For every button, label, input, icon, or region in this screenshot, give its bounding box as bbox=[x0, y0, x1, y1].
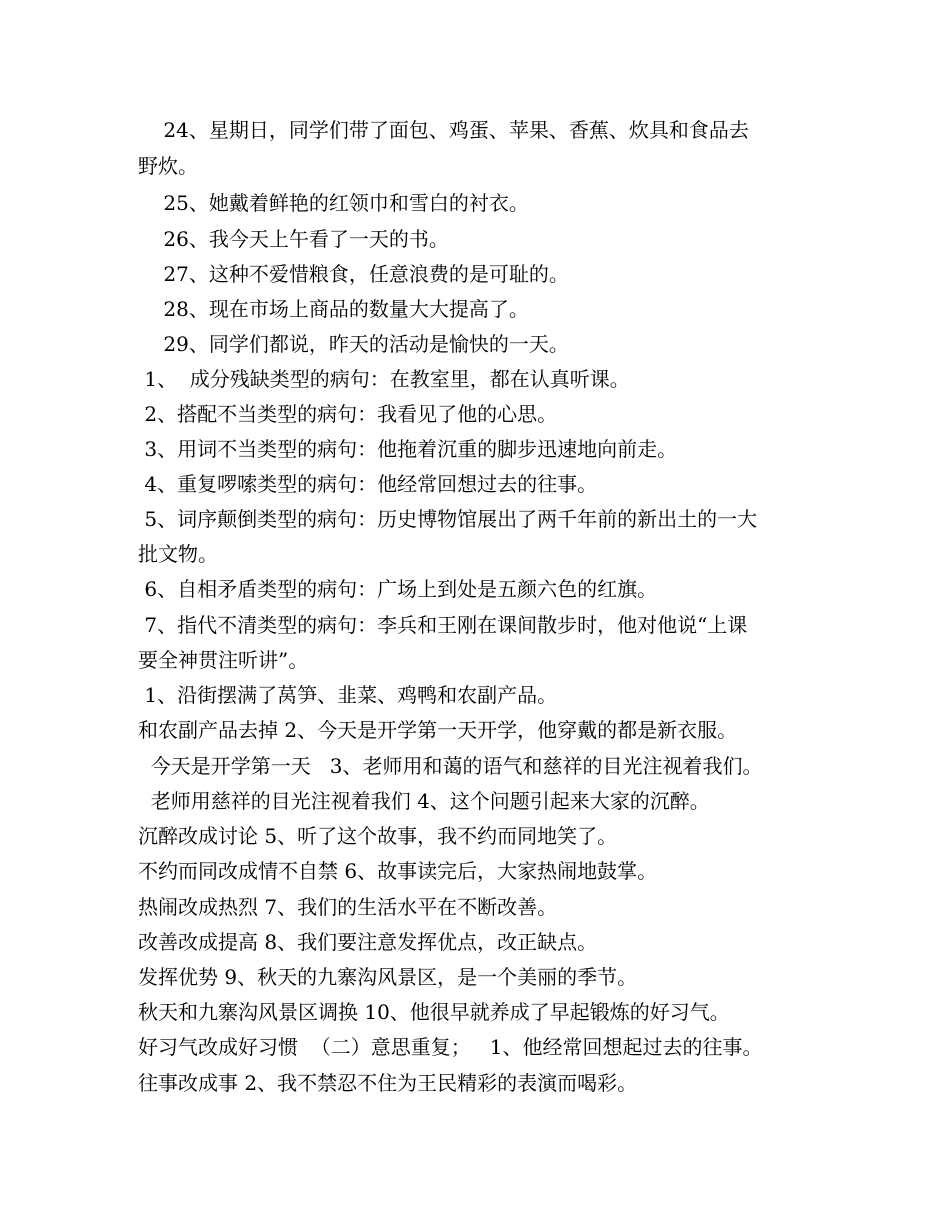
text-line: 和农副产品去掉 2、今天是开学第一天开学，他穿戴的都是新衣服。 bbox=[138, 718, 738, 742]
text-line: 7、指代不清类型的病句：李兵和王刚在课间散步时，他对他说“上课 bbox=[138, 613, 748, 637]
text-line: 5、词序颠倒类型的病句：历史博物馆展出了两千年前的新出土的一大 bbox=[138, 507, 758, 531]
text-line: 24、星期日，同学们带了面包、鸡蛋、苹果、香蕉、炊具和食品去 bbox=[138, 118, 749, 142]
text-line: 好习气改成好习惯 （二）意思重复； 1、他经常回想起过去的往事。 bbox=[138, 1035, 763, 1059]
text-line: 热闹改成热烈 7、我们的生活水平在不断改善。 bbox=[138, 895, 558, 919]
text-line: 往事改成事 2、我不禁忍不住为王民精彩的表演而喝彩。 bbox=[138, 1071, 638, 1095]
text-line: 今天是开学第一天 3、老师用和蔼的语气和慈祥的目光注视着我们。 bbox=[138, 754, 763, 778]
text-line: 6、自相矛盾类型的病句：广场上到处是五颜六色的红旗。 bbox=[138, 577, 658, 601]
text-line: 4、重复啰嗦类型的病句：他经常回想过去的往事。 bbox=[138, 472, 598, 496]
text-line: 秋天和九寨沟风景区调换 10、他很早就养成了早起锻炼的好习气。 bbox=[138, 1000, 730, 1024]
text-line: 28、现在市场上商品的数量大大提高了。 bbox=[138, 297, 529, 321]
text-line: 发挥优势 9、秋天的九寨沟风景区，是一个美丽的季节。 bbox=[138, 965, 638, 989]
text-line: 25、她戴着鲜艳的红领巾和雪白的衬衣。 bbox=[138, 191, 529, 215]
text-line: 1、 成分残缺类型的病句：在教室里，都在认真听课。 bbox=[138, 367, 630, 391]
text-line: 29、同学们都说，昨天的活动是愉快的一天。 bbox=[138, 332, 569, 356]
text-line: 改善改成提高 8、我们要注意发挥优点，改正缺点。 bbox=[138, 930, 598, 954]
text-line: 野炊。 bbox=[138, 154, 198, 178]
text-line: 26、我今天上午看了一天的书。 bbox=[138, 227, 449, 251]
text-line: 2、搭配不当类型的病句：我看见了他的心思。 bbox=[138, 402, 558, 426]
text-line: 不约而同改成情不自禁 6、故事读完后，大家热闹地鼓掌。 bbox=[138, 859, 658, 883]
text-line: 27、这种不爱惜粮食，任意浪费的是可耻的。 bbox=[138, 262, 569, 286]
text-line: 3、用词不当类型的病句：他拖着沉重的脚步迅速地向前走。 bbox=[138, 437, 678, 461]
text-line: 1、沿街摆满了莴笋、韭菜、鸡鸭和农副产品。 bbox=[138, 683, 558, 707]
text-line: 批文物。 bbox=[138, 542, 218, 566]
text-line: 老师用慈祥的目光注视着我们 4、这个问题引起来大家的沉醉。 bbox=[138, 789, 710, 813]
text-line: 要全神贯注听讲”。 bbox=[138, 648, 309, 672]
text-line: 沉醉改成讨论 5、听了这个故事，我不约而同地笑了。 bbox=[138, 824, 618, 848]
